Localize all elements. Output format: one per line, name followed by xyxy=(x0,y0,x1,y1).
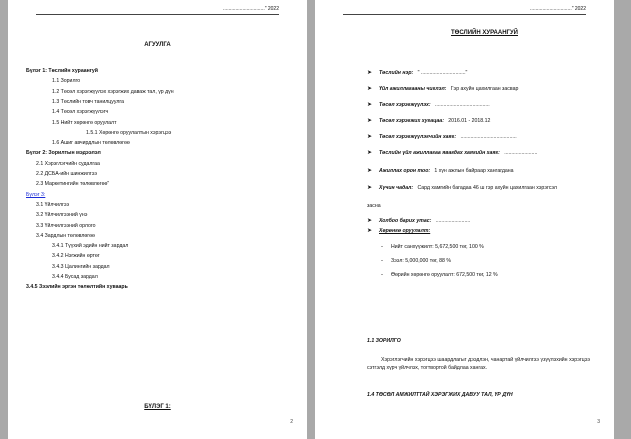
field-label: Төслийн нэр: xyxy=(379,70,414,76)
toc-entry[interactable]: 1.2 Төсөл хэрэгжүүлэх хэрэгжих даваж тал, үр дүн xyxy=(52,88,174,95)
field-label: Үйл ажиллагааны чиглэл: xyxy=(379,86,447,92)
toc-entry[interactable]: 3.4.1 Түүхий эдийн нийт зардал xyxy=(52,243,129,250)
summary-field xyxy=(379,134,517,141)
summary-field xyxy=(379,218,470,225)
section-heading: 1.1 ЗОРИЛГО xyxy=(367,338,401,344)
field-value: " ..............................." xyxy=(417,70,468,76)
toc-entry[interactable]: 3.4 Зардлын төлөвлөгөө xyxy=(36,232,95,239)
page-left xyxy=(8,0,307,439)
field-label: Төслийн үйл ажиллагаа явагдах хаягийн хаяг: xyxy=(379,150,500,156)
arrow-bullet-icon: ➤ xyxy=(367,228,373,234)
summary-field xyxy=(379,102,490,109)
toc-entry[interactable]: Бүлэг 2: Зорилтын мэдээлэл xyxy=(26,150,101,157)
field-value: Сард хамгийн багадаа 46 ш гэр ахуйн цахилгаан хэрэгсэл xyxy=(417,185,557,191)
toc-entry[interactable]: 3.4.4 Бусад зардал xyxy=(52,274,98,280)
page-number: 2 xyxy=(290,419,293,425)
arrow-bullet-icon: ➤ xyxy=(367,134,373,140)
arrow-bullet-icon: ➤ xyxy=(367,118,373,124)
arrow-bullet-icon: ➤ xyxy=(367,70,373,76)
arrow-bullet-icon: ➤ xyxy=(367,102,373,108)
investment-item: Нийт санхүүжилт: 5,672,500 төг, 100 % xyxy=(391,244,484,250)
field-value: 1 хүн ажлын байраар хангагдана xyxy=(434,168,514,174)
field-label: Төсөл хэрэгжүүлэх: xyxy=(379,102,431,108)
field-value: Гэр ахуйн цахилгаан засвар xyxy=(450,86,519,92)
field-label: Холбоо барих утас: xyxy=(379,218,432,224)
arrow-bullet-icon: ➤ xyxy=(367,185,373,191)
toc-entry[interactable]: 2.1 Хэрэглэгчийн судалгаа xyxy=(36,160,100,167)
toc-entry[interactable]: 1.5 Нийт хөрөнгө оруулалт xyxy=(52,119,117,126)
page-title: АГУУЛГА xyxy=(144,42,171,48)
chapter-heading: БҮЛЭГ 1: xyxy=(144,404,171,410)
arrow-bullet-icon: ➤ xyxy=(367,168,373,174)
field-label: Төсөл хэрэгжих хугацаа: xyxy=(379,118,444,124)
toc-entry[interactable]: 1.6 Ашиг авчирдлын төлөвлөгөө xyxy=(52,140,130,147)
summary-field xyxy=(379,185,557,192)
toc-entry[interactable]: 3.1 Үйлчилгээ xyxy=(36,201,70,208)
investment-item: Зээл: 5,000,000 төг, 88 % xyxy=(391,258,451,264)
arrow-bullet-icon: ➤ xyxy=(367,150,373,156)
summary-field xyxy=(379,150,537,157)
toc-entry[interactable]: 3.4.2 Нэгжийн өртөг xyxy=(52,253,100,260)
page-header: .............................." 2022 xyxy=(343,6,586,15)
field-label: Хүчин чадал: xyxy=(379,185,414,191)
toc-entry[interactable]: 1.1 Зорилго xyxy=(52,78,81,85)
toc-entry[interactable]: 3.2 Үйлчилгээний үнэ xyxy=(36,212,88,219)
toc-entry[interactable]: Бүлэг 1: Төслийн хураангуй xyxy=(26,68,98,74)
page-right xyxy=(315,0,614,439)
toc-entry[interactable]: 1.3 Төслийн товч танилцуулга xyxy=(52,98,125,105)
dash-bullet-icon: - xyxy=(381,258,383,264)
page-number: 3 xyxy=(597,419,600,425)
summary-field xyxy=(379,118,490,125)
section-heading: 1.4 ТӨСӨЛ АМЖИЛТТАЙ ХЭРЭГЖИХ ДАВУУ ТАЛ, ҮР ДҮН xyxy=(367,392,513,398)
field-value: ....................... xyxy=(504,150,538,156)
field-label: Төсөл хэрэгжүүлэгчийн хаяг: xyxy=(379,134,457,140)
section-paragraph: Хэрэглэгчийн хэрэгцээ шаардлагыг дээдлэн, чанартай үйлчилгээ үзүүлэхийн хэрэгцээ сэтгэлд хүрч үйлчлэх, тогтвортой байдлаа хангах. xyxy=(367,357,590,371)
toc-entry[interactable]: Бүлэг 3: xyxy=(26,191,46,198)
field-value: 2016.01 - 2018.12 xyxy=(448,118,491,124)
investment-item: Өөрийн хөрөнгө оруулалт: 672,500 төг, 12 % xyxy=(391,272,498,278)
toc-entry[interactable]: 1.4 Төсөл хэрэгжүүлэгч xyxy=(52,109,109,116)
toc-entry[interactable]: 3.4.3 Цалингийн зардал xyxy=(52,263,110,270)
summary-field xyxy=(379,70,467,77)
field-value: ....................................... xyxy=(460,134,517,140)
arrow-bullet-icon: ➤ xyxy=(367,218,373,224)
toc-entry[interactable]: 2.2 ДСБА-ийн шинжилгээ xyxy=(36,171,97,177)
toc-entry[interactable]: 2.3 Маркетингийн төлөвлөгөө" xyxy=(36,181,110,188)
toc-entry[interactable]: 1.5.1 Хөрөнгө оруулалтын хэрэгцээ xyxy=(86,129,172,136)
dash-bullet-icon: - xyxy=(381,272,383,278)
investment-label: Хөрөнгө оруулалт: xyxy=(379,228,431,234)
dash-bullet-icon: - xyxy=(381,244,383,250)
arrow-bullet-icon: ➤ xyxy=(367,86,373,92)
page-header: .............................." 2022 xyxy=(36,6,279,15)
summary-field xyxy=(379,86,518,93)
field-value: ........................ xyxy=(435,218,471,224)
toc-entry[interactable]: 3.3 Үйлчилгээний орлого xyxy=(36,222,96,229)
summary-field xyxy=(367,203,381,210)
toc-entry[interactable]: 3.4.5 Зээлийн эргэн төлөлтийн хуваарь xyxy=(26,284,128,291)
field-value: засна xyxy=(367,203,381,209)
page-title: ТӨСЛИЙН ХУРААНГУЙ xyxy=(450,30,518,36)
field-value: ...................................... xyxy=(434,102,490,108)
summary-field xyxy=(379,168,514,175)
field-label: Ажиллах орон тоо: xyxy=(379,168,431,174)
